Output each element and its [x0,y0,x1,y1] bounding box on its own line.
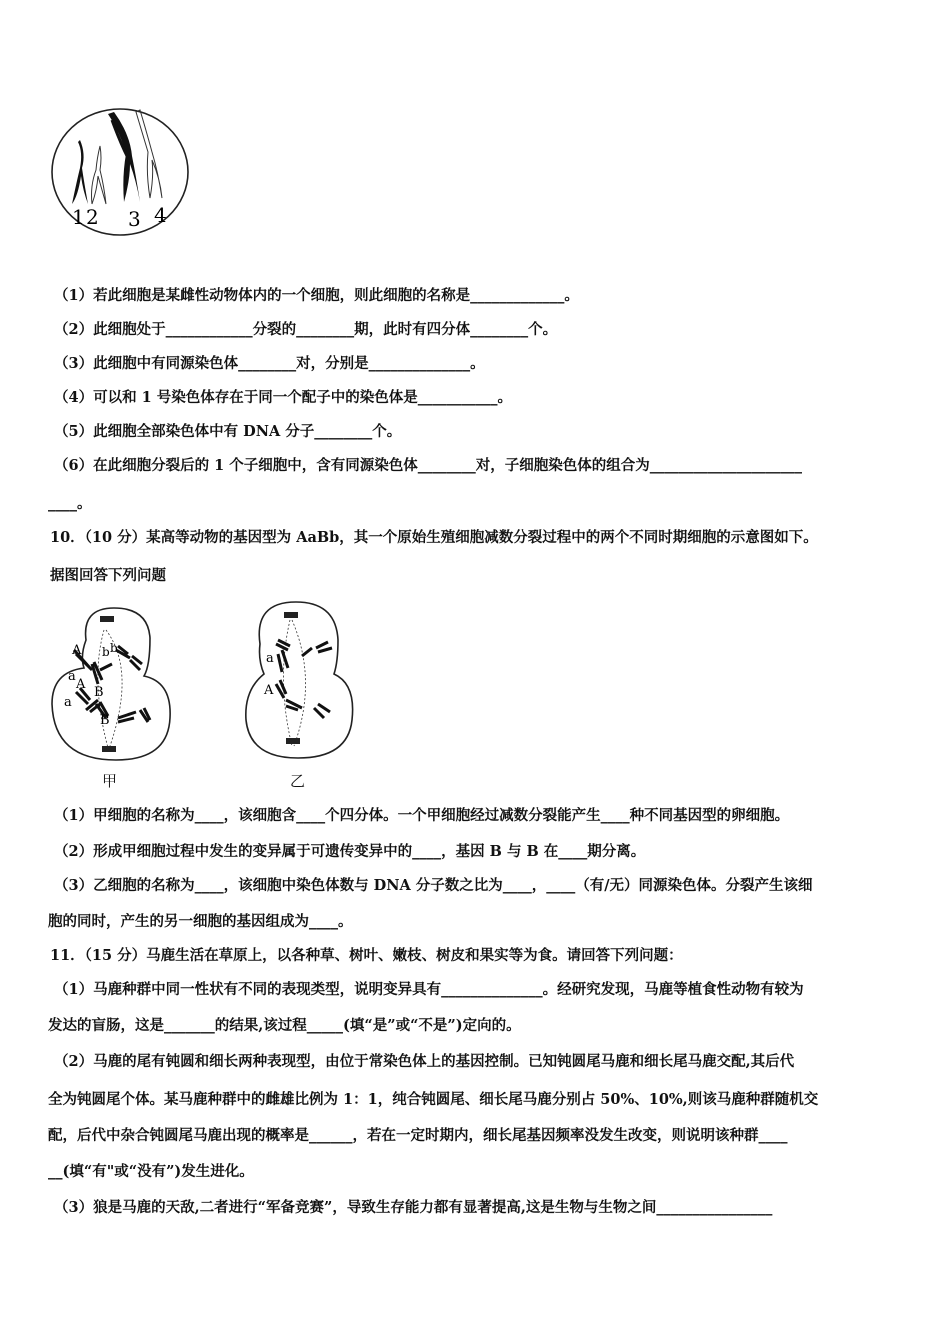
q10-heading: 10．（10 分）某高等动物的基因型为 AaBb，其一个原始生殖细胞减数分裂过程中的两个不同时期细胞的示意图如下。 [50,529,818,546]
chromosome-label-3: 3 [128,207,141,231]
jia-gene-B-1: B [94,685,104,700]
cell-division-figure [46,600,376,790]
q11-sub-2-cont1: 全为钝圆尾个体。某马鹿种群中的雌雄比例为 1：1，纯合钝圆尾、细长尾马鹿分别占 50%、10%,则该马鹿种群随机交 [48,1091,819,1108]
jia-gene-A-1: A [72,643,82,658]
chromosome-label-1: 1 [72,205,85,229]
q9-sub-5: （5）此细胞全部染色体中有 DNA 分子________个。 [54,423,402,440]
jia-gene-B-2: B [100,713,110,728]
yi-cell-outline [246,602,353,758]
q9-sub-3: （3）此细胞中有同源染色体________对，分别是______________。 [54,355,485,372]
figure-label-yi: 乙 [290,772,306,790]
q10-sub-1: （1）甲细胞的名称为____，该细胞含____个四分体。一个甲细胞经过减数分裂能产生____种不同基因型的卵细胞。 [54,807,790,824]
q9-sub-2: （2）此细胞处于____________分裂的________期，此时有四分体________个。 [54,321,558,338]
q11-sub-1: （1）马鹿种群中同一性状有不同的表现类型，说明变异具有______________。经研究发现，马鹿等植食性动物有较为 [54,981,804,998]
jia-cell-outline [52,608,170,760]
q9-sub-6: （6）在此细胞分裂后的 1 个子细胞中，含有同源染色体________对，子细胞染色体的组合为_____________________ [54,457,803,474]
jia-gene-b-2: b [110,641,118,655]
q9-sub-6-cont: ____。 [48,495,92,512]
q11-sub-2-cont2: 配，后代中杂合钝圆尾马鹿出现的概率是______，若在一定时期内，细长尾基因频率没发生改变，则说明该种群____ [48,1127,788,1144]
q11-sub-2-cont3: __(填“有"或“没有”)发生进化。 [48,1163,254,1180]
q11-sub-2: （2）马鹿的尾有钝圆和细长两种表现型，由位于常染色体上的基因控制。已知钝圆尾马鹿和细长尾马鹿交配,其后代 [54,1053,795,1070]
q9-sub-1: （1）若此细胞是某雌性动物体内的一个细胞，则此细胞的名称是_____________。 [54,287,579,304]
yi-gene-A: A [264,683,274,698]
q11-sub-1-cont: 发达的盲肠，这是_______的结果,该过程_____(填“是”或“不是”)定向的。 [48,1017,521,1034]
q11-heading: 11．（15 分）马鹿生活在草原上，以各种草、树叶、嫩枝、树皮和果实等为食。请回答下列问题： [50,947,683,964]
q10-sub-3: （3）乙细胞的名称为____，该细胞中染色体数与 DNA 分子数之比为____，____（有/无）同源染色体。分裂产生该细 [54,877,813,894]
jia-gene-a-1: a [68,669,76,684]
chromosome-label-4: 4 [154,203,167,227]
q10-heading-cont: 据图回答下列问题 [50,567,166,584]
q11-sub-3: （3）狼是马鹿的天敌,二者进行“军备竞赛”，导致生存能力都有显著提高,这是生物与生物之间________________ [54,1199,773,1216]
chromosome-cell-figure [50,106,195,238]
chromosome-label-2: 2 [86,205,99,229]
yi-gene-a: a [266,651,274,666]
jia-gene-b-1: b [102,645,110,659]
jia-gene-A-2: A [76,677,86,692]
q10-sub-3-cont: 胞的同时，产生的另一细胞的基因组成为____。 [48,913,353,930]
figure-label-jia: 甲 [102,772,118,790]
q9-sub-4: （4）可以和 1 号染色体存在于同一个配子中的染色体是___________。 [54,389,513,406]
q10-sub-2: （2）形成甲细胞过程中发生的变异属于可遗传变异中的____，基因 B 与 B 在____期分离。 [54,843,646,860]
jia-gene-a-2: a [64,695,72,710]
